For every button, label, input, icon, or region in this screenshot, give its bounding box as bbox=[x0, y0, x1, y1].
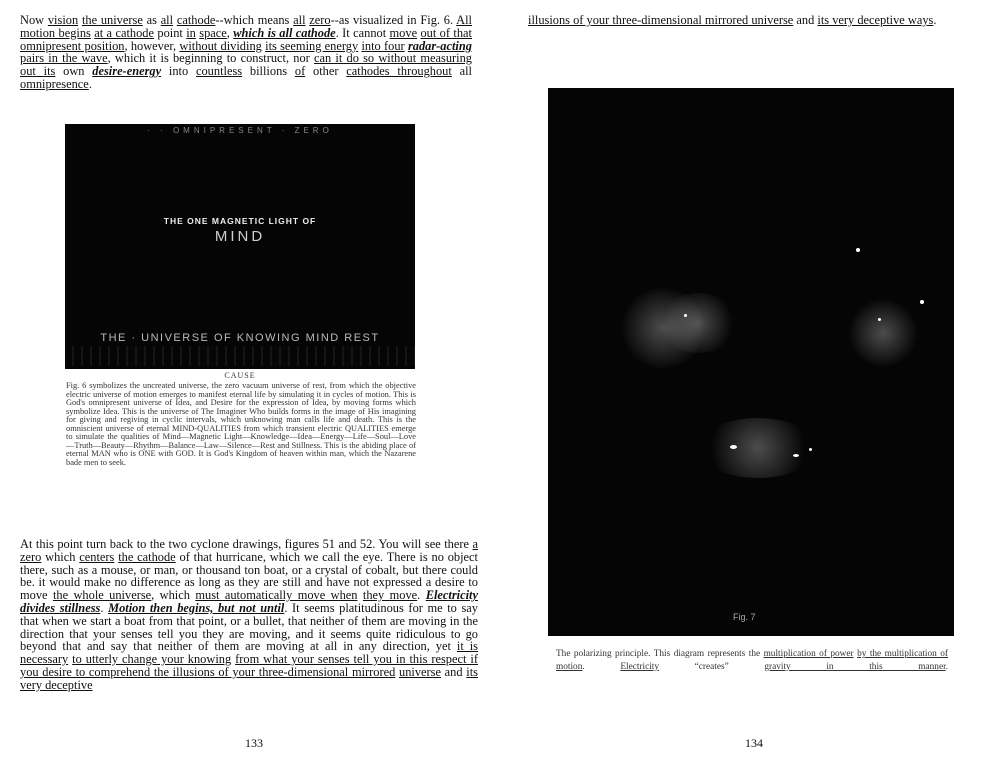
text-run: move bbox=[389, 25, 418, 40]
text-run: countless bbox=[195, 64, 243, 79]
text-run: billions bbox=[242, 64, 295, 79]
text-run: --which means bbox=[215, 13, 294, 27]
text-run: --as visualized in Fig. 6. bbox=[330, 13, 457, 27]
text-run: centers bbox=[79, 549, 115, 564]
text-run: . bbox=[88, 76, 92, 91]
text-run: vision bbox=[47, 13, 79, 27]
photo-light-dot bbox=[878, 318, 881, 321]
text-run: other bbox=[305, 64, 347, 79]
text-run: radar-acting bbox=[407, 38, 472, 53]
text-run: into bbox=[161, 64, 196, 79]
text-run: as bbox=[142, 13, 161, 27]
figure-bottom-text: THE · UNIVERSE OF KNOWING MIND REST bbox=[100, 332, 380, 344]
intro-paragraph bbox=[20, 14, 472, 91]
text-run: out its bbox=[20, 64, 56, 79]
text-run: very deceptive bbox=[20, 677, 93, 692]
text-run: which bbox=[41, 549, 80, 564]
text-run: pairs in the wave bbox=[20, 51, 108, 66]
text-run: all bbox=[293, 13, 306, 27]
text-run: illusions of your three-dimensional mirrored universe bbox=[528, 13, 794, 27]
figure-caption-heading: CAUSE bbox=[224, 371, 256, 380]
figure-title-mind: MIND bbox=[214, 228, 266, 245]
text-run: . bbox=[933, 13, 937, 27]
photo-light-dot bbox=[793, 454, 799, 457]
polarizing-photo bbox=[548, 88, 954, 636]
figure-six-mind bbox=[65, 124, 415, 369]
text-run: all bbox=[160, 13, 174, 27]
photo-caption bbox=[556, 648, 948, 674]
text-run: “creates” bbox=[659, 662, 765, 672]
text-run: omnipresence bbox=[20, 76, 89, 91]
text-run: the whole universe bbox=[52, 588, 152, 603]
text-run: it is necessary bbox=[20, 639, 479, 667]
text-run: Electricity divides stillness bbox=[20, 588, 478, 615]
text-run: multiplication of power bbox=[763, 649, 854, 659]
text-run: its seeming energy bbox=[265, 38, 359, 53]
text-run: . It seems platitudinous for me to say that when we start a boat from that point, or a bullet, that neither of them are moving in the direction that your senses tell you they are moving, and it seems quite ridiculous to go beyond that and say that neither of them are moving at all in any direction, yet bbox=[20, 600, 479, 654]
photo-light-dot bbox=[684, 314, 687, 317]
page-number-left: 133 bbox=[245, 736, 263, 750]
photo-light-dot bbox=[920, 300, 924, 304]
text-run: a zero bbox=[20, 537, 478, 564]
text-run: can it do so without measuring bbox=[314, 51, 472, 66]
text-run: zero bbox=[309, 13, 331, 27]
photo-figure-label: Fig. 7 bbox=[733, 612, 756, 622]
text-run: desire-energy bbox=[92, 64, 162, 79]
text-run: Now bbox=[20, 13, 48, 27]
text-run: . bbox=[582, 662, 621, 672]
text-run: Motion then begins, but not until bbox=[108, 600, 285, 615]
text-run: the universe bbox=[81, 13, 143, 27]
text-run: without dividing bbox=[179, 38, 262, 53]
figure-title-small: THE ONE MAGNETIC LIGHT OF bbox=[163, 216, 317, 226]
figure-top-text: · · OMNIPRESENT · ZERO bbox=[147, 126, 333, 135]
text-run: which is all cathode bbox=[233, 25, 336, 40]
page-number-right: 134 bbox=[745, 736, 763, 750]
text-run: cathodes throughout bbox=[346, 64, 452, 79]
text-run: , which bbox=[151, 588, 196, 603]
text-run: all bbox=[451, 64, 472, 79]
text-run: . bbox=[100, 600, 109, 615]
text-run: . bbox=[417, 588, 426, 603]
text-run: point bbox=[153, 25, 187, 40]
text-run: space bbox=[199, 25, 227, 40]
text-run: of that hurricane, which we call the eye. There is no object there, such as a mouse, or man, or thousand ton boat, or a crystal of cobalt, but there could be. it would make no difference as long as they are still and have not expressed a desire to move bbox=[20, 549, 478, 603]
text-run: and bbox=[440, 664, 467, 679]
figure-caption: Fig. 6 symbolizes the uncreated universe, the zero vacuum universe of rest, from which the objective electric universe of motion emerges to manifest eternal life by simulating it in cycles of motion. This is God's omnipresent universe of Idea, and Desire for the expression of Idea, by moving forms which symbolize Idea. This is the universe of The Imaginer Who builds forms in the image of His imagining for giving and regiving in cyclic intervals, which unknowing man calls life and death. This is the omniscient universe of eternal MIND-QUALITIES from which transient electric QUALITIES emerge to simulate the qualities of Mind—Magnetic Light—Knowledge—Idea—Energy—Life—Soul—Love—Truth—Beauty—Rhythm—Balance—Law—Silence—Rest and Stillness. This is the abiding place of eternal MAN who is ONE with GOD. It is God's Kingdom of heaven within man, which the Nazarene bade men to seek. bbox=[66, 381, 416, 467]
text-run: , bbox=[226, 25, 234, 40]
text-run: and bbox=[793, 13, 818, 27]
photo-light-dot bbox=[856, 248, 860, 252]
text-run: they move bbox=[362, 588, 418, 603]
text-run: from what your senses tell you in this respect if you desire to comprehend the illusions of your three-dimensional mirrored bbox=[20, 652, 478, 679]
text-run: Electricity bbox=[620, 662, 660, 672]
photo-haze bbox=[848, 298, 918, 368]
text-run: own bbox=[55, 64, 93, 79]
text-run: motion begins bbox=[20, 25, 91, 40]
text-run: All bbox=[456, 13, 472, 27]
text-run: gravity in this manner bbox=[764, 662, 946, 672]
text-run: At this point turn back to the two cyclone drawings, figures 51 and 52. You will see there bbox=[20, 537, 473, 551]
text-run: universe bbox=[399, 664, 441, 679]
text-run: its bbox=[466, 664, 478, 679]
text-run: into four bbox=[361, 38, 405, 53]
text-run: must automatically move when bbox=[195, 588, 358, 603]
text-run: of bbox=[294, 64, 306, 79]
text-run: cathode bbox=[176, 13, 216, 27]
text-run: by the multiplication of motion bbox=[556, 649, 948, 672]
text-run: The polarizing principle. This diagram represents the bbox=[556, 649, 764, 659]
text-run: the cathode bbox=[118, 549, 176, 564]
body-paragraph bbox=[20, 538, 478, 692]
text-run: . It cannot bbox=[335, 25, 390, 40]
photo-light-dot bbox=[809, 448, 812, 451]
text-run: its very deceptive ways bbox=[817, 13, 934, 27]
photo-haze bbox=[658, 293, 738, 353]
text-run: in bbox=[186, 25, 196, 40]
photo-haze bbox=[698, 418, 818, 478]
text-run: out of that omnipresent position bbox=[20, 25, 472, 53]
text-run: , which it is beginning to construct, nor bbox=[107, 51, 315, 66]
photo-light-dot bbox=[730, 445, 737, 449]
figure-noise-band bbox=[65, 346, 415, 366]
text-run: to utterly change your knowing bbox=[72, 652, 232, 667]
continued-text bbox=[528, 14, 978, 27]
text-run: , however, bbox=[124, 38, 180, 53]
text-run: at a cathode bbox=[94, 25, 154, 40]
text-run: . bbox=[945, 662, 948, 672]
